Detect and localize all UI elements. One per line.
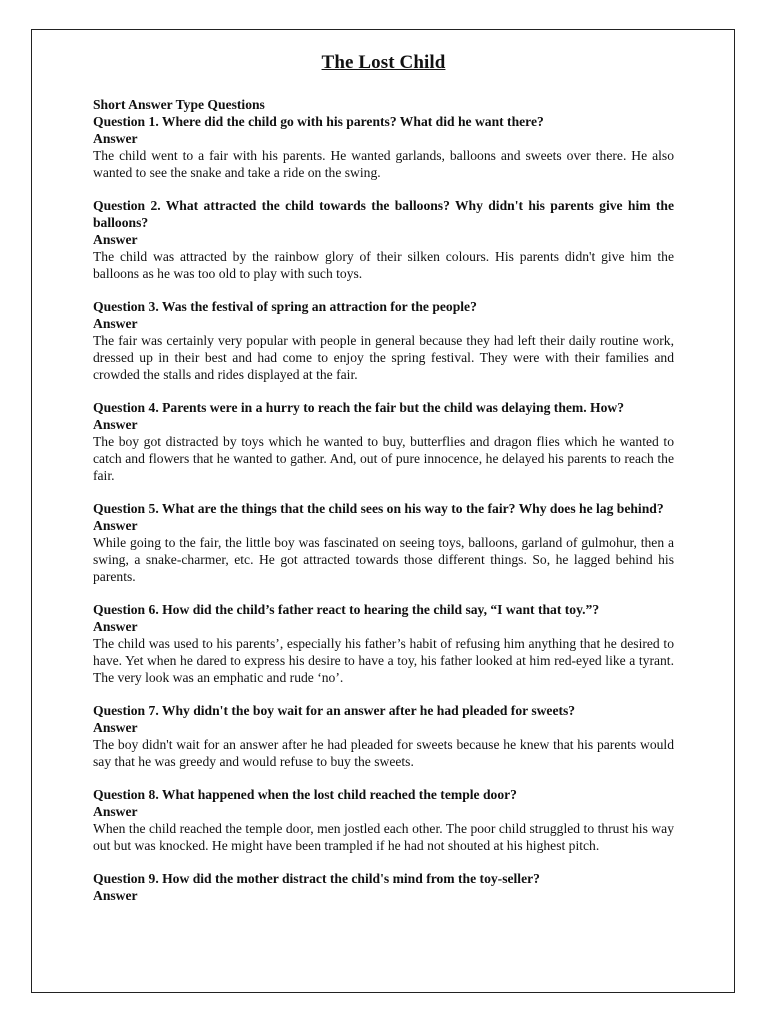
answer-label-5: Answer xyxy=(93,518,138,533)
section-heading: Short Answer Type Questions xyxy=(93,97,265,112)
question-3: Question 3. Was the festival of spring an attraction for the people? xyxy=(93,299,477,314)
qa-item-2 xyxy=(93,197,674,282)
answer-3: The fair was certainly very popular with people in general because they had left their daily routine work, dressed up in their best and had come to enjoy the spring festival. They were with their families and crowded the stalls and rides displayed at the fair. xyxy=(93,333,674,382)
question-7: Question 7. Why didn't the boy wait for an answer after he had pleaded for sweets? xyxy=(93,703,576,718)
question-9: Question 9. How did the mother distract the child's mind from the toy-seller? xyxy=(93,871,540,886)
answer-4: The boy got distracted by toys which he wanted to buy, butterflies and dragon flies which he wanted to catch and flowers that he wanted to gather. And, out of pure innocence, he delayed his parents to reach the fair. xyxy=(93,434,674,483)
answer-6: The child was used to his parents’, especially his father’s habit of refusing him anything that he desired to have. Yet when he dared to express his desire to have a toy, his father looked at him red-eyed like a tyrant. The very look was an emphatic and rude ‘no’. xyxy=(93,636,674,685)
question-6: Question 6. How did the child’s father react to hearing the child say, “I want that toy.”? xyxy=(93,602,600,617)
answer-7: The boy didn't wait for an answer after he had pleaded for sweets because he knew that his parents would say that he was greedy and would refuse to buy the sweets. xyxy=(93,737,674,769)
qa-item-7 xyxy=(93,702,674,770)
question-8: Question 8. What happened when the lost child reached the temple door? xyxy=(93,787,517,802)
document-title: The Lost Child xyxy=(321,52,446,73)
document-body xyxy=(93,52,674,920)
answer-label-6: Answer xyxy=(93,619,138,634)
answer-label-8: Answer xyxy=(93,804,138,819)
qa-item-5 xyxy=(93,500,674,585)
answer-label-7: Answer xyxy=(93,720,138,735)
question-2: Question 2. What attracted the child towards the balloons? Why didn't his parents give him the balloons? xyxy=(93,198,674,230)
qa-item-1 xyxy=(93,113,674,181)
qa-item-6 xyxy=(93,601,674,686)
qa-item-9 xyxy=(93,870,674,904)
answer-8: When the child reached the temple door, men jostled each other. The poor child struggled to thrust his way out but was knocked. He might have been trampled if he had not shouted at his highest pitch. xyxy=(93,821,674,853)
answer-label-3: Answer xyxy=(93,316,138,331)
question-1: Question 1. Where did the child go with his parents? What did he want there? xyxy=(93,114,544,129)
answer-label-2: Answer xyxy=(93,232,138,247)
answer-label-1: Answer xyxy=(93,131,138,146)
answer-5: While going to the fair, the little boy was fascinated on seeing toys, balloons, garland of gulmohur, then a swing, a snake-charmer, etc. He got attracted towards those different things. So, he lagged behind his parents. xyxy=(93,535,674,584)
answer-label-9: Answer xyxy=(93,888,138,903)
question-5: Question 5. What are the things that the child sees on his way to the fair? Why does he lag behind? xyxy=(93,501,664,516)
answer-1: The child went to a fair with his parents. He wanted garlands, balloons and sweets over there. He also wanted to see the snake and take a ride on the swing. xyxy=(93,148,674,180)
answer-2: The child was attracted by the rainbow glory of their silken colours. His parents didn't give him the balloons as he was too old to play with such toys. xyxy=(93,249,674,281)
question-4: Question 4. Parents were in a hurry to reach the fair but the child was delaying them. How? xyxy=(93,400,625,415)
qa-item-4 xyxy=(93,399,674,484)
qa-item-3 xyxy=(93,298,674,383)
answer-label-4: Answer xyxy=(93,417,138,432)
qa-item-8 xyxy=(93,786,674,854)
